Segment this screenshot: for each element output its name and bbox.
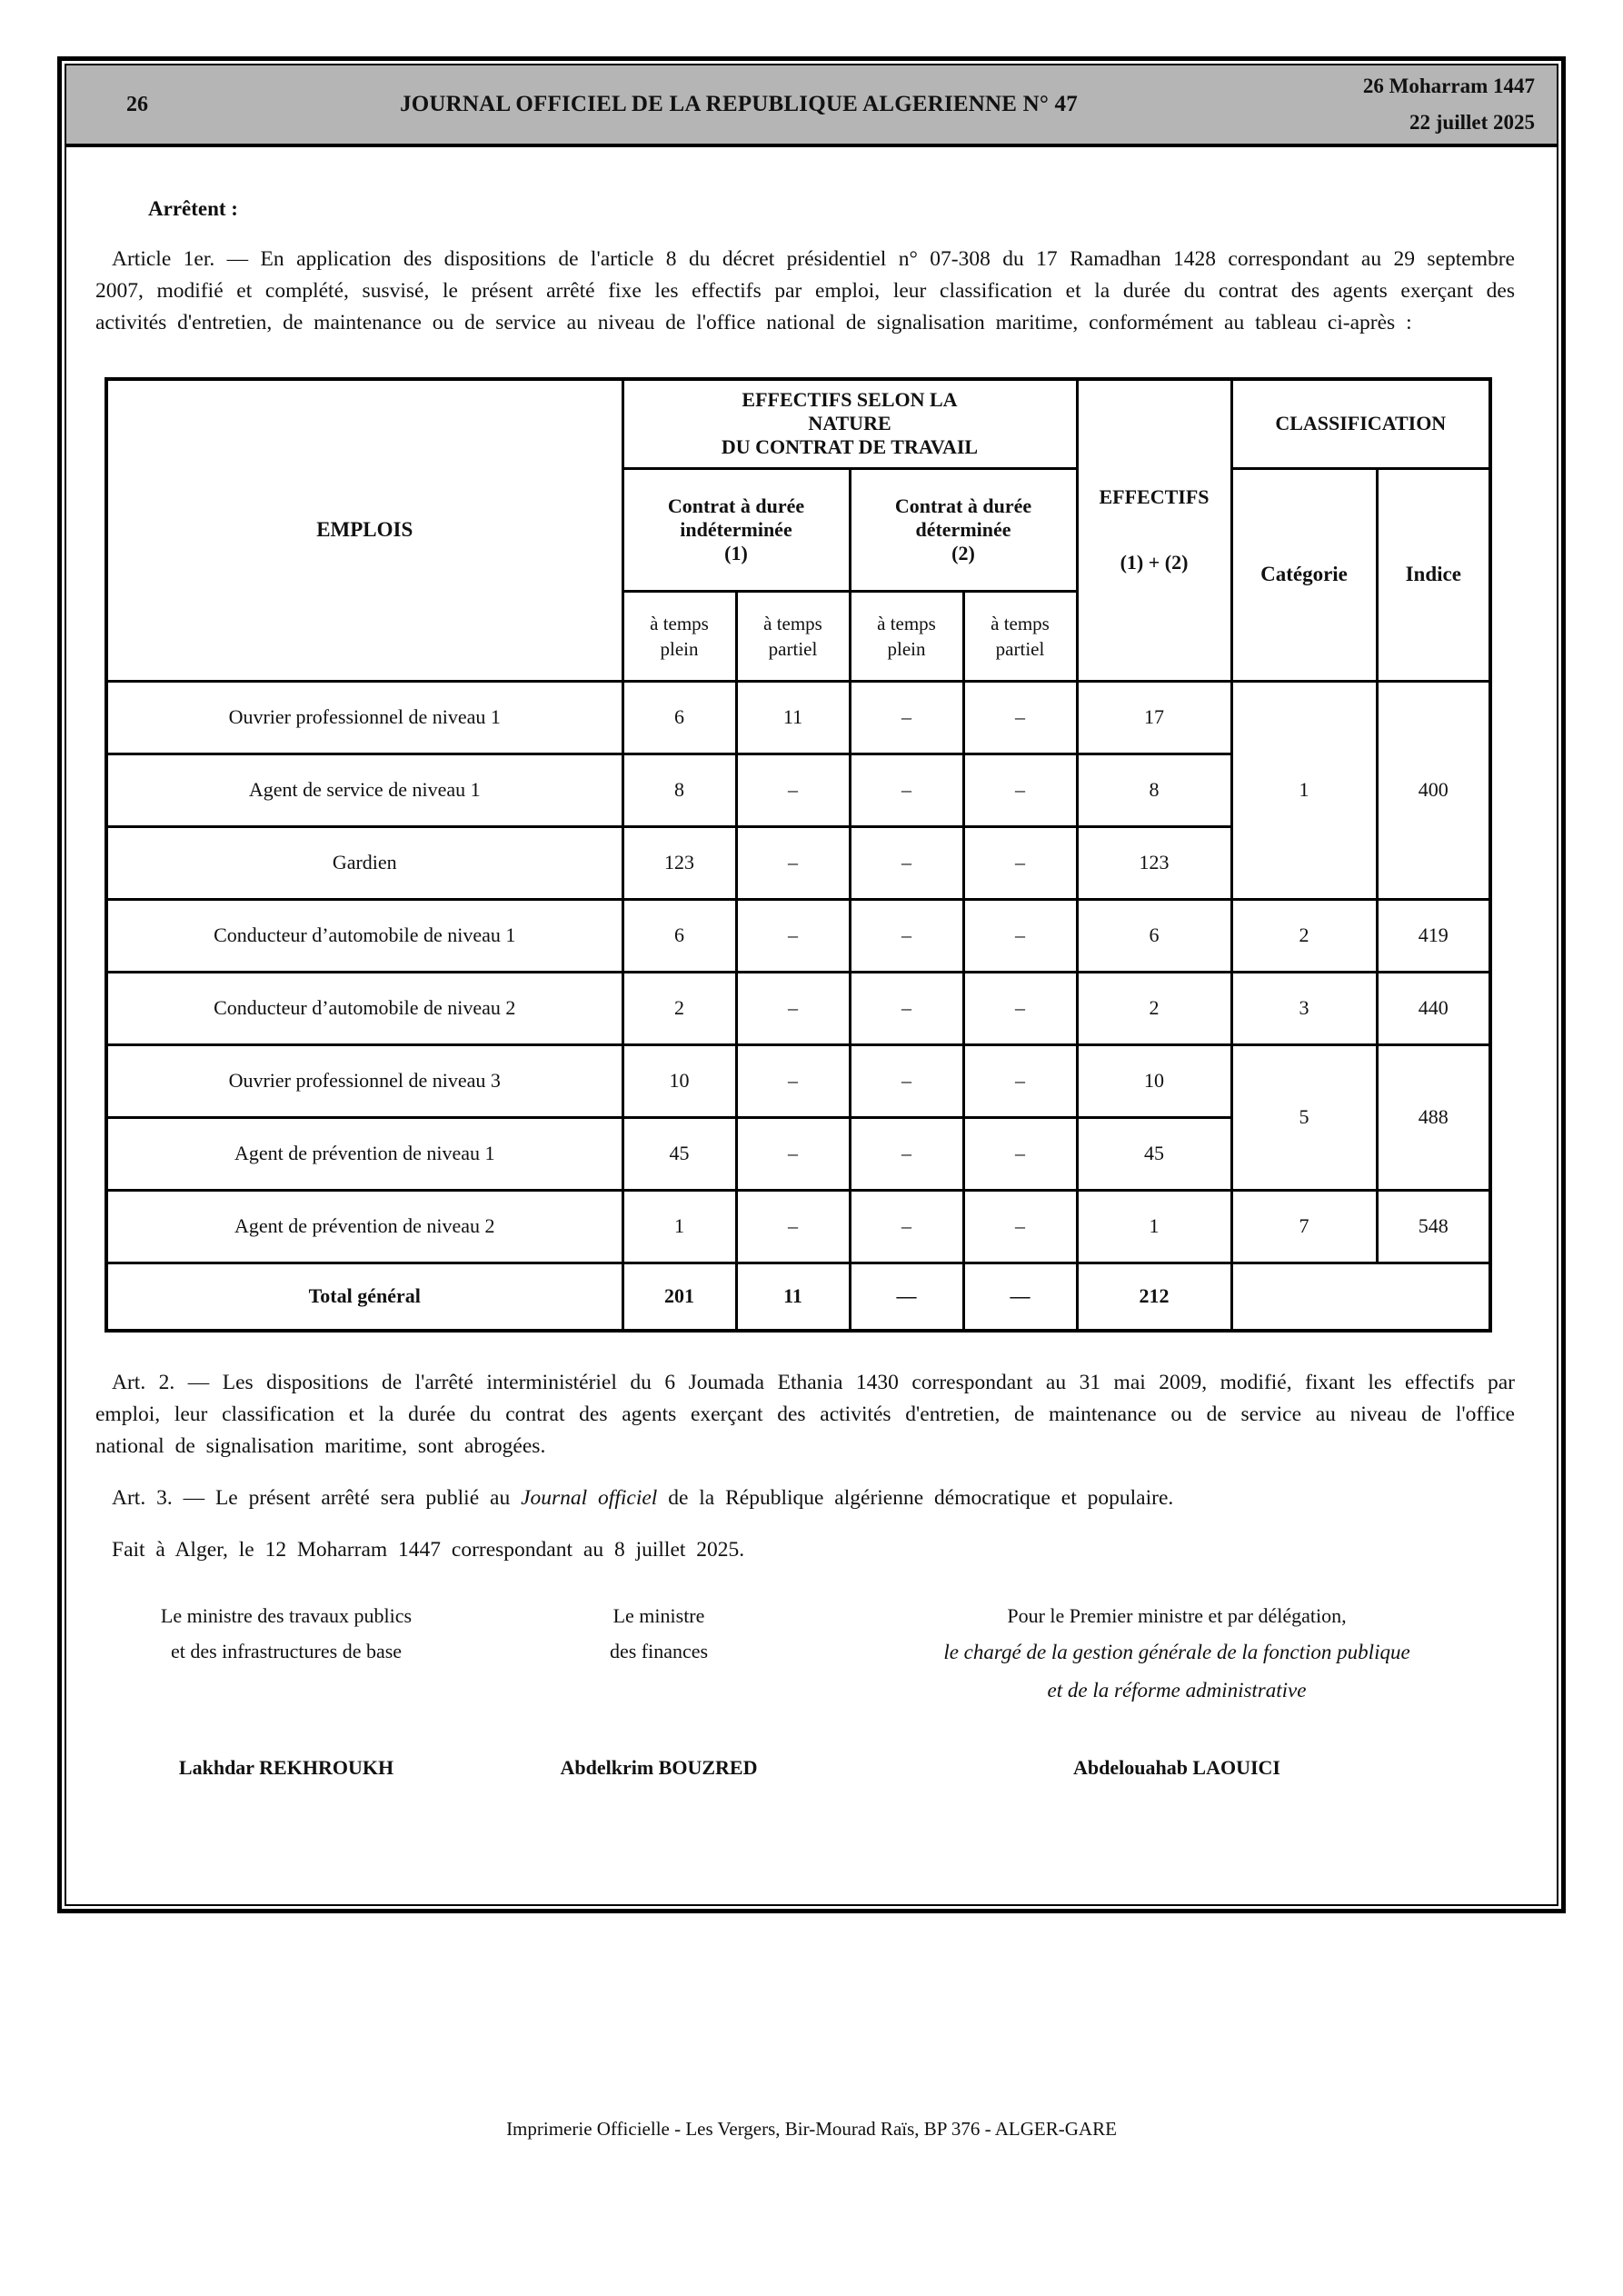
cdi-partiel-cell: – [736, 754, 850, 826]
column-header-cdi [622, 468, 850, 591]
column-header-cdi-temps-plein: à temps plein [622, 591, 736, 681]
total-cdi-partiel-cell: 11 [736, 1263, 850, 1331]
cdd-label: Contrat à durée déterminée [894, 494, 1032, 541]
indice-cell: 548 [1377, 1190, 1490, 1263]
table-row [106, 899, 1490, 972]
emploi-cell: Conducteur d’automobile de niveau 2 [106, 972, 622, 1044]
total-classification-empty-cell [1231, 1263, 1490, 1331]
fait-a-alger-line: Fait à Alger, le 12 Moharram 1447 correspondant au 8 juillet 2025. [112, 1538, 745, 1562]
cdd-partiel-cell: – [963, 826, 1077, 899]
column-header-indice: Indice [1377, 468, 1490, 681]
table-total-row [106, 1263, 1490, 1331]
page-frame [57, 56, 1566, 1913]
article-3-prefix: Art. 3. — Le présent arrêté sera publié au [112, 1486, 522, 1510]
total-cdd-partiel-cell: — [963, 1263, 1077, 1331]
article-3-journal-officiel: Journal officiel [521, 1486, 658, 1510]
cdi-partiel-cell: – [736, 1117, 850, 1190]
total-cdd-plein-cell: — [850, 1263, 963, 1331]
table-row [106, 1044, 1490, 1117]
imprimerie-footer: Imprimerie Officielle - Les Vergers, Bir-Mourad Raïs, BP 376 - ALGER-GARE [506, 2118, 1117, 2140]
cdd-partiel-cell: – [963, 1044, 1077, 1117]
signature-title: Le ministre des finances [609, 1604, 709, 1662]
cdi-partiel-cell: – [736, 899, 850, 972]
categorie-cell: 1 [1231, 681, 1377, 899]
total-cdi-plein-cell: 201 [622, 1263, 736, 1331]
emploi-cell: Conducteur d’automobile de niveau 1 [106, 899, 622, 972]
indice-cell: 400 [1377, 681, 1490, 899]
indice-cell: 488 [1377, 1044, 1490, 1190]
signature-name: Lakhdar REKHROUKH [178, 1756, 394, 1779]
cdd-partiel-cell: – [963, 972, 1077, 1044]
signature-name: Abdelkrim BOUZRED [560, 1756, 758, 1779]
cdi-plein-cell: 2 [622, 972, 736, 1044]
column-header-cdd-temps-partiel: à temps partiel [963, 591, 1077, 681]
signature-travaux-publics [86, 1598, 486, 1780]
page-header [66, 65, 1557, 147]
cdd-partiel-cell: – [963, 681, 1077, 754]
page-content [66, 197, 1557, 1780]
effectifs-cell: 10 [1077, 1044, 1231, 1117]
cdi-partiel-cell: – [736, 1190, 850, 1263]
cdi-plein-cell: 1 [622, 1190, 736, 1263]
journal-title: JOURNAL OFFICIEL DE LA REPUBLIQUE ALGERIENNE N° 47 [400, 92, 1078, 116]
date-hijri: 26 Moharram 1447 [1362, 75, 1535, 97]
article-2-paragraph: Art. 2. — Les dispositions de l'arrêté interministériel du 6 Joumada Ethania 1430 correspondant au 31 mai 2009, modifié, fixant les effectifs par emploi, leur classification et la durée du contrat des agents exerçant des activités d'entretien, de maintenance ou de service au niveau de l'office national de signalisation maritime, sont abrogées. [95, 1371, 1515, 1458]
effectifs-formula: (1) + (2) [1120, 551, 1189, 574]
cdd-plein-cell: – [850, 681, 963, 754]
effectifs-cell: 2 [1077, 972, 1231, 1044]
cdd-number: (2) [951, 541, 975, 564]
categorie-cell: 5 [1231, 1044, 1377, 1190]
cdd-partiel-cell: – [963, 899, 1077, 972]
indice-cell: 419 [1377, 899, 1490, 972]
signature-finances [523, 1598, 795, 1780]
effectifs-cell: 45 [1077, 1117, 1231, 1190]
effectifs-table [105, 377, 1492, 1333]
cdi-plein-cell: 8 [622, 754, 736, 826]
column-header-nature-contrat [622, 379, 1077, 468]
effectifs-cell: 1 [1077, 1190, 1231, 1263]
cdi-plein-cell: 45 [622, 1117, 736, 1190]
nature-line-1: EFFECTIFS SELON LA NATURE [742, 388, 958, 435]
emploi-cell: Agent de prévention de niveau 2 [106, 1190, 622, 1263]
column-header-cdi-temps-partiel: à temps partiel [736, 591, 850, 681]
cdi-plein-cell: 6 [622, 681, 736, 754]
cdi-plein-cell: 6 [622, 899, 736, 972]
signature-title: Pour le Premier ministre et par délégation, le chargé de la gestion générale de la fonction publique et de la réforme administrative [943, 1604, 1410, 1702]
effectifs-cell: 17 [1077, 681, 1231, 754]
cdd-plein-cell: – [850, 1190, 963, 1263]
cdd-partiel-cell: – [963, 1117, 1077, 1190]
indice-cell: 440 [1377, 972, 1490, 1044]
column-header-cdd-temps-plein: à temps plein [850, 591, 963, 681]
categorie-cell: 7 [1231, 1190, 1377, 1263]
cdd-plein-cell: – [850, 899, 963, 972]
page-number: 26 [126, 92, 148, 116]
effectifs-cell: 8 [1077, 754, 1231, 826]
signatures-block [95, 1598, 1515, 1780]
cdi-partiel-cell: – [736, 826, 850, 899]
emploi-cell: Ouvrier professionnel de niveau 3 [106, 1044, 622, 1117]
column-header-categorie: Catégorie [1231, 468, 1377, 681]
cdi-label: Contrat à durée indéterminée [667, 494, 805, 541]
categorie-cell: 2 [1231, 899, 1377, 972]
table-row [106, 1190, 1490, 1263]
cdd-plein-cell: – [850, 1044, 963, 1117]
column-header-effectifs-total [1077, 379, 1231, 681]
emploi-cell: Gardien [106, 826, 622, 899]
emploi-cell: Agent de prévention de niveau 1 [106, 1117, 622, 1190]
signature-premier-ministre [795, 1598, 1558, 1780]
total-label-cell: Total général [106, 1263, 622, 1331]
total-effectifs-cell: 212 [1077, 1263, 1231, 1331]
effectifs-cell: 6 [1077, 899, 1231, 972]
effectifs-cell: 123 [1077, 826, 1231, 899]
cdd-plein-cell: – [850, 972, 963, 1044]
categorie-cell: 3 [1231, 972, 1377, 1044]
cdi-partiel-cell: 11 [736, 681, 850, 754]
cdi-partiel-cell: – [736, 1044, 850, 1117]
date-gregorian: 22 juillet 2025 [1409, 111, 1535, 134]
cdd-plein-cell: – [850, 754, 963, 826]
cdd-plein-cell: – [850, 826, 963, 899]
journal-dates [1257, 68, 1557, 141]
article-1-paragraph: Article 1er. — En application des dispositions de l'article 8 du décret présidentiel n° 07-308 du 17 Ramadhan 1428 correspondant au 29 septembre 2007, modifié et complété, susvisé, le présent arrêté fixe les effectifs par emploi, leur classification et la durée du contrat des agents exerçant des activités d'entretien, de maintenance ou de service au niveau de l'office national de signalisation maritime, conformément au tableau ci-après : [95, 247, 1515, 334]
cdi-plein-cell: 123 [622, 826, 736, 899]
cdd-partiel-cell: – [963, 1190, 1077, 1263]
article-3-suffix: de la République algérienne démocratique et populaire. [657, 1486, 1174, 1510]
cdd-partiel-cell: – [963, 754, 1077, 826]
cdi-number: (1) [724, 541, 748, 564]
table-row [106, 972, 1490, 1044]
column-header-cdd [850, 468, 1077, 591]
column-header-classification: CLASSIFICATION [1231, 379, 1490, 468]
emploi-cell: Agent de service de niveau 1 [106, 754, 622, 826]
nature-line-2: DU CONTRAT DE TRAVAIL [721, 435, 979, 459]
page-frame-inner [65, 64, 1558, 1906]
emploi-cell: Ouvrier professionnel de niveau 1 [106, 681, 622, 754]
column-header-emplois: EMPLOIS [106, 379, 622, 681]
signature-title: Le ministre des travaux publics et des infrastructures de base [160, 1604, 413, 1662]
cdd-plein-cell: – [850, 1117, 963, 1190]
signature-name: Abdelouahab LAOUICI [1072, 1756, 1280, 1779]
cdi-plein-cell: 10 [622, 1044, 736, 1117]
effectifs-label: EFFECTIFS [1099, 485, 1210, 509]
table-row [106, 681, 1490, 754]
decree-heading: Arrêtent : [148, 197, 238, 220]
cdi-partiel-cell: – [736, 972, 850, 1044]
article-3-paragraph [95, 1482, 1515, 1514]
